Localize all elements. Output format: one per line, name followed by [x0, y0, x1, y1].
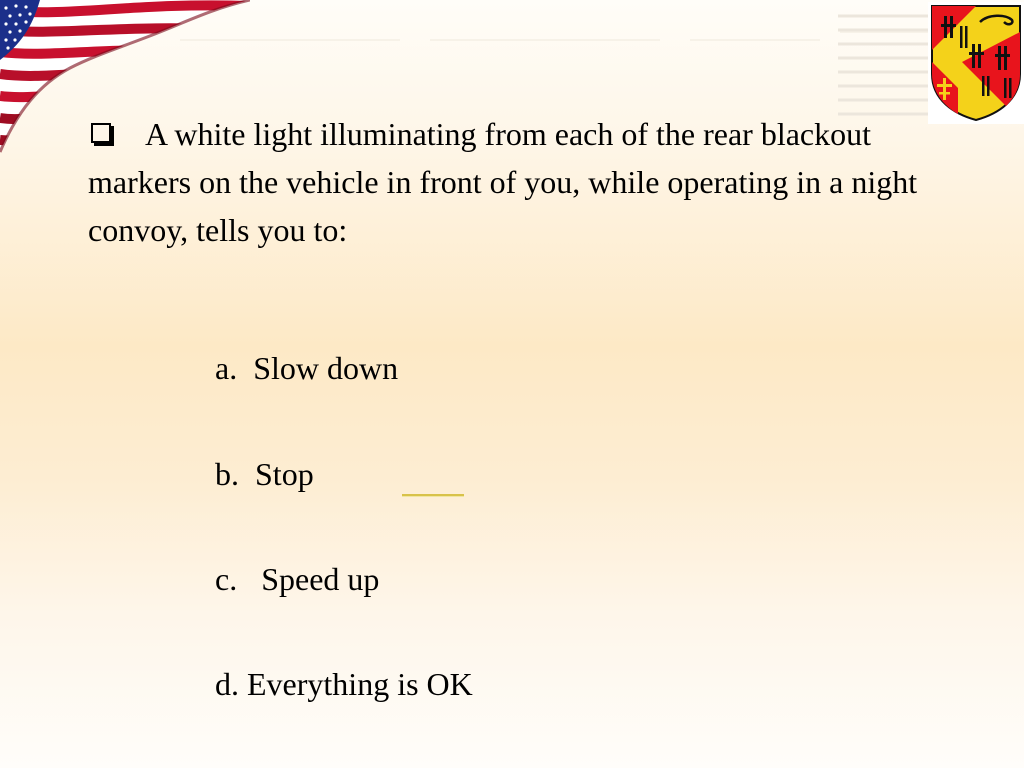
question-text-block	[88, 110, 918, 254]
header-decor-lines	[180, 10, 930, 50]
option-b: b. Stop	[215, 456, 314, 492]
answer-blank-line	[402, 494, 464, 496]
option-a: a. Slow down	[215, 350, 399, 386]
stripes-decor	[838, 8, 938, 118]
checkbox-bullet-icon	[91, 123, 111, 143]
option-c: c. Speed up	[215, 561, 380, 597]
option-d: d. Everything is OK	[215, 666, 473, 702]
question-text: A white light illuminating from each of the rear blackout markers on the vehicle in front of you, while operating in a night convoy, tells you to:	[88, 116, 918, 248]
unit-crest-shield-icon	[928, 2, 1024, 124]
